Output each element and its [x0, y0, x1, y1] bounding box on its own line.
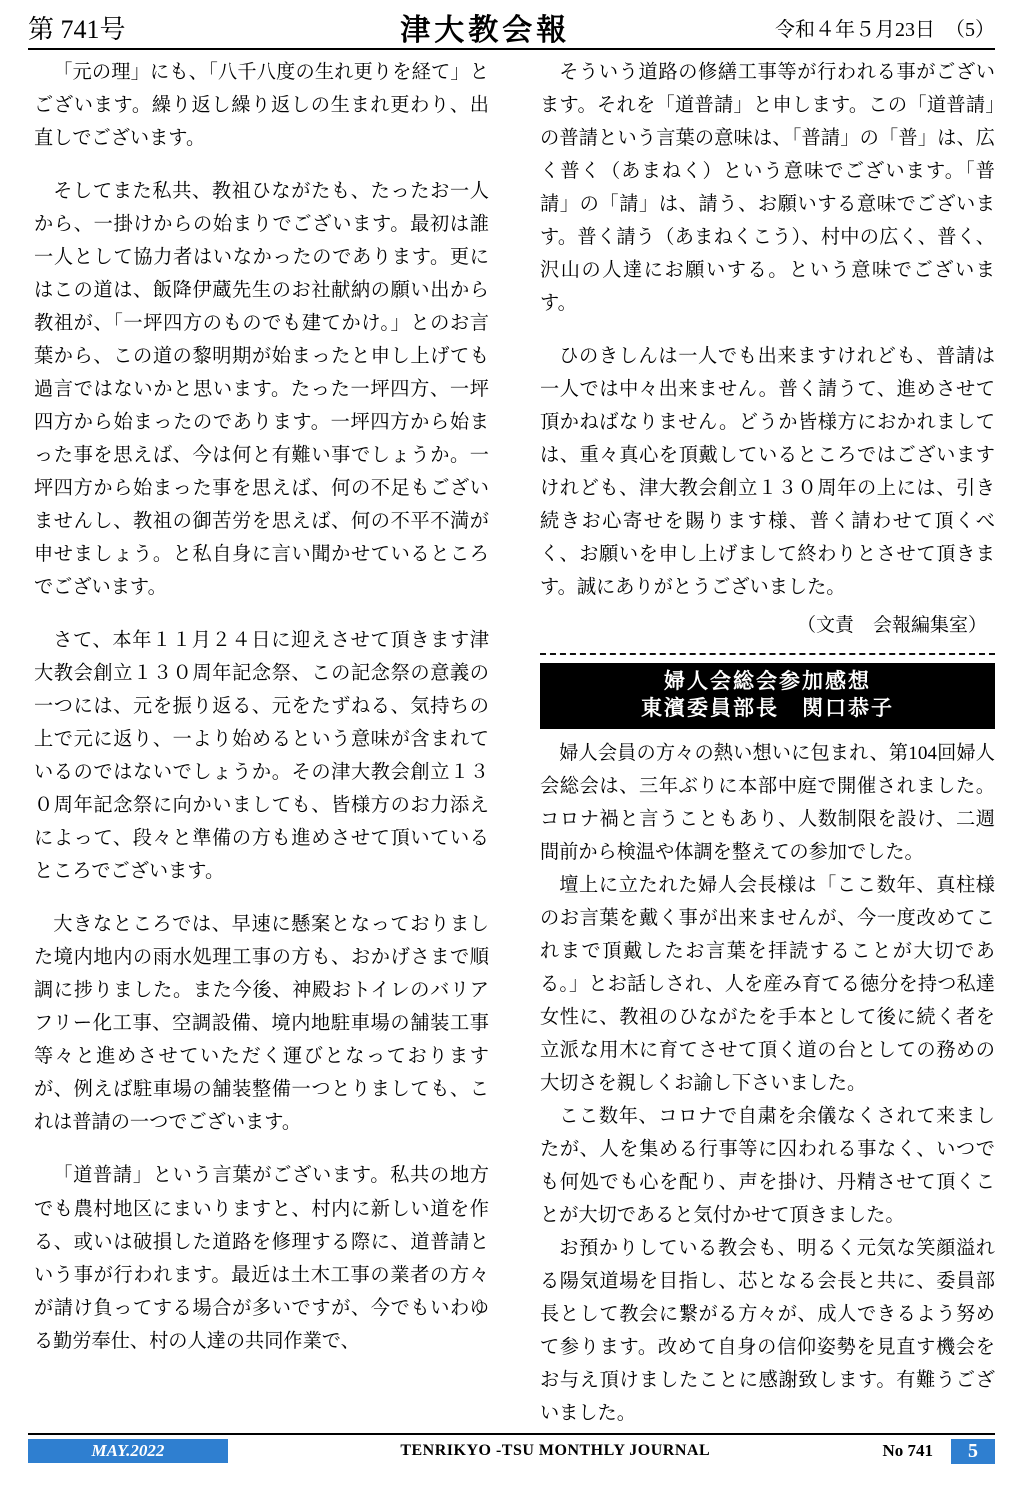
page-footer	[28, 1433, 995, 1463]
article-title-box	[540, 663, 995, 729]
paragraph: そういう道路の修繕工事等が行われる事がございます。それを「道普請」と申します。この「道普請」の普請という言葉の意味は、「普請」の「普」は、広く普く（あまねく）という意味でございます。「普請」の「請」は、請う、お願いする意味でございます。普く請う（あまねくこう）、村中の広く、普く、沢山の人達にお願いする。という意味でございます。	[540, 62, 995, 315]
paragraph: ここ数年、コロナで自粛を余儀なくされて来ましたが、人を集める行事等に囚われる事なく、いつでも何処でも心を配り、声を掛け、丹精させて頂くことが大切であると気付かせて頂きました。	[540, 1105, 995, 1226]
article-columns	[28, 56, 995, 1426]
article-signature: （文責 会報編集室）	[796, 615, 987, 637]
footer-date-badge: MAY.2022	[28, 1439, 228, 1463]
article-title: 婦人会総会参加感想	[664, 668, 871, 693]
left-column	[34, 56, 489, 1358]
paragraph: そしてまた私共、教祖ひながたも、たったお一人から、一掛けからの始まりでございます。最初は誰一人として協力者はいなかったのであります。更にはこの道は、飯降伊蔵先生のお社献納の願い出から教祖が、「一坪四方のものでも建てかけ。」とのお言葉から、この道の黎明期が始まったと申し上げても過言ではないかと思います。たった一坪四方、一坪四方から始まったのであります。一坪四方から始まった事を思えば、今は何と有難い事でしょうか。一坪四方から始まった事を思えば、何の不足もございませんし、教祖の御苦労を思えば、何の不平不満が申せましょう。と私自身に言い聞かせているところでございます。	[34, 181, 489, 599]
issue-date: 令和４年５月23日 （5）	[774, 18, 995, 41]
paragraph: お預かりしている教会も、明るく元気な笑顔溢れる陽気道場を目指し、芯となる会長と共に、委員部長として教会に繋がる方々が、成人できるよう努めて参ります。改めて自身の信仰姿勢を見直す機会をお与え頂けましたことに感謝致します。有難うございました。	[540, 1237, 995, 1424]
article-byline: 東濱委員部長 関口恭子	[641, 695, 894, 720]
paragraph: 婦人会員の方々の熱い想いに包まれ、第104回婦人会総会は、三年ぶりに本部中庭で開催されました。コロナ禍と言うこともあり、人数制限を設け、二週間前から検温や体調を整えての参加でした。	[540, 742, 995, 863]
page-header	[28, 10, 995, 50]
paragraph: 「元の理」にも、「八千八度の生れ更りを経て」とございます。繰り返し繰り返しの生まれ更わり、出直しでございます。	[34, 62, 489, 150]
issue-number: 第 741号	[28, 14, 126, 44]
section-divider	[540, 653, 995, 655]
footer-issue-number: No 741	[882, 1441, 933, 1460]
masthead-title: 津大教会報	[400, 14, 571, 47]
paragraph: ひのきしんは一人でも出来ますけれども、普請は一人では中々出来ません。普く請うて、進めさせて頂かねばなりません。どうか皆様方におかれましては、重々真心を頂戴しているところではございますけれども、津大教会創立１３０周年の上には、引き続きお心寄せを賜ります様、普く請わせて頂くべく、お願いを申し上げまして終わりとさせて頂きます。誠にありがとうございました。	[540, 346, 995, 599]
paragraph: 「道普請」という言葉がございます。私共の地方でも農村地区にまいりますと、村内に新しい道を作る、或いは破損した道路を修理する際に、道普請という事が行われます。最近は土木工事の業者の方々が請け負ってする場合が多いですが、今でもいわゆる勤労奉仕、村の人達の共同作業で、	[34, 1165, 489, 1352]
footer-page-number: 5	[951, 1439, 995, 1464]
paragraph: さて、本年１１月２４日に迎えさせて頂きます津大教会創立１３０周年記念祭、この記念祭の意義の一つには、元を振り返る、元をたずねる、気持ちの上で元に返り、一より始めるという意味が含まれているのではないでしょうか。その津大教会創立１３０周年記念祭に向かいましても、皆様方のお力添えによって、段々と準備の方も進めさせて頂いているところでございます。	[34, 630, 489, 883]
right-column	[540, 56, 995, 1430]
footer-journal-title: TENRIKYO -TSU MONTHLY JOURNAL	[400, 1442, 711, 1459]
paragraph: 大きなところでは、早速に懸案となっておりました境内地内の雨水処理工事の方も、おかげさまで順調に捗りました。また今後、神殿おトイレのバリアフリー化工事、空調設備、境内地駐車場の舗装工事等々と進めさせていただく運びとなっておりますが、例えば駐車場の舗装整備一つとりましても、これは普請の一つでございます。	[34, 914, 489, 1134]
paragraph: 壇上に立たれた婦人会長様は「ここ数年、真柱様のお言葉を戴く事が出来ませんが、今一度改めてこれまで頂戴したお言葉を拝読することが大切である。」とお話しされ、人を産み育てる徳分を持つ私達女性に、教祖のひながたを手本として後に続く者を立派な用木に育てさせて頂く道の台としての務めの大切さを親しくお諭し下さいました。	[540, 874, 995, 1094]
